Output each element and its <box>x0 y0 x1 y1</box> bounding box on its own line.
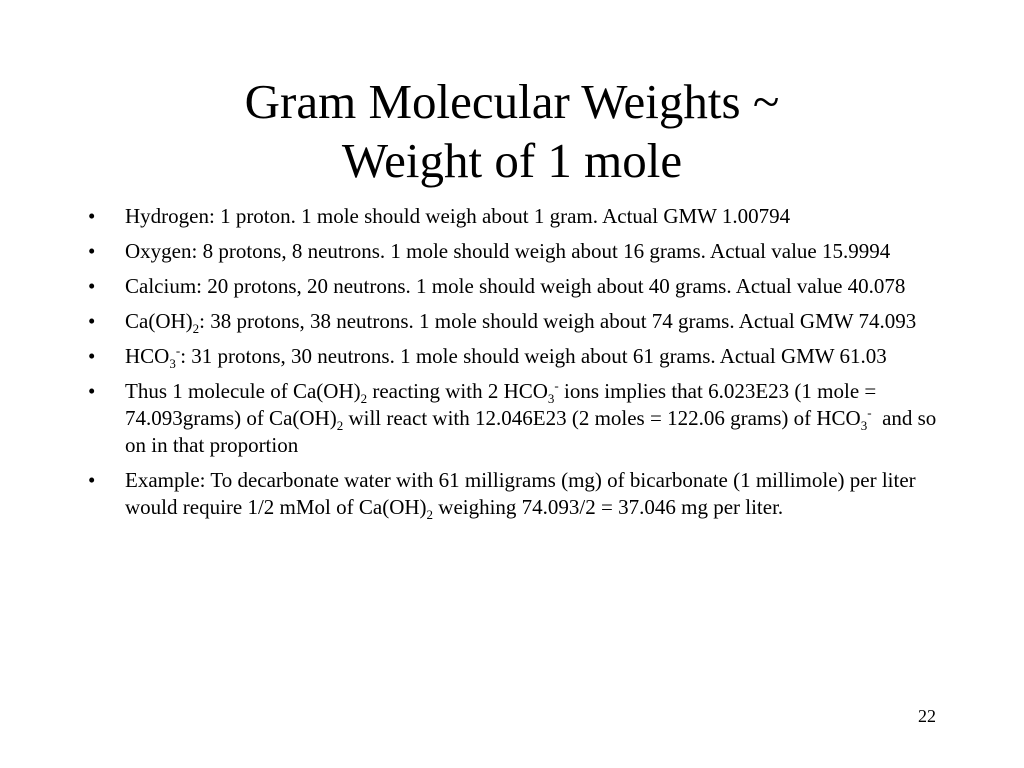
superscript: - <box>867 405 872 420</box>
bullet-calcium-hydroxide <box>88 308 958 335</box>
bullet-text-part: weighing 74.093/2 = 37.046 mg per liter. <box>433 495 784 519</box>
bullet-text: Oxygen: 8 protons, 8 neutrons. 1 mole should weigh about 16 grams. Actual value 15.9994 <box>125 239 891 263</box>
bullet-icon: • <box>88 344 96 368</box>
subscript: 3 <box>169 356 176 371</box>
subscript: 2 <box>360 391 368 406</box>
bullet-list <box>88 203 958 529</box>
slide-number: 22 <box>918 706 936 726</box>
bullet-text-part: reacting with 2 HCO <box>367 379 548 403</box>
bullet-oxygen <box>88 238 958 265</box>
bullet-bicarbonate <box>88 343 958 370</box>
bullet-text-part: : 31 protons, 30 neutrons. 1 mole should weigh about 61 grams. Actual GMW 61.03 <box>180 344 887 368</box>
bullet-text-part: Thus 1 molecule of Ca(OH) <box>125 379 361 403</box>
bullet-text: Hydrogen: 1 proton. 1 mole should weigh about 1 gram. Actual GMW 1.00794 <box>125 204 791 228</box>
subscript: 2 <box>336 418 344 433</box>
bullet-icon: • <box>88 309 96 333</box>
bullet-icon: • <box>88 274 96 298</box>
bullet-hydrogen <box>88 203 958 230</box>
bullet-text-part: will react with 12.046E23 (2 moles = 122.06 grams) of HCO <box>343 406 861 430</box>
subscript: 3 <box>547 391 555 406</box>
bullet-text-part: Ca(OH) <box>125 309 193 333</box>
subscript: 2 <box>426 507 434 522</box>
bullet-text: Calcium: 20 protons, 20 neutrons. 1 mole should weigh about 40 grams. Actual value 40.078 <box>125 274 906 298</box>
superscript: - <box>175 343 181 358</box>
bullet-icon: • <box>88 379 96 403</box>
bullet-text-part: Example: To decarbonate water with 61 milligrams (mg) of bicarbonate (1 millimole) per liter would require 1/2 mMol of Ca(OH) <box>125 468 916 519</box>
bullet-calcium <box>88 273 958 300</box>
bullet-example <box>88 467 958 521</box>
bullet-icon: • <box>88 239 96 263</box>
superscript: - <box>554 378 559 393</box>
bullet-text-part: : 38 protons, 38 neutrons. 1 mole should weigh about 74 grams. Actual GMW 74.093 <box>199 309 917 333</box>
bullet-text-part: ions implies that 6.023E23 (1 mole = 74.093grams) of Ca(OH) <box>125 379 877 430</box>
subscript: 3 <box>860 418 868 433</box>
bullet-text-part: HCO <box>125 344 170 368</box>
slide-title-line-1: Gram Molecular Weights ~ <box>244 74 780 129</box>
bullet-icon: • <box>88 468 96 492</box>
slide-title-line-2: Weight of 1 mole <box>341 133 683 188</box>
slide-title <box>0 72 1024 190</box>
bullet-text-part: and so on in that proportion <box>125 406 942 457</box>
bullet-reaction-proportion <box>88 378 958 459</box>
subscript: 2 <box>192 321 200 336</box>
bullet-icon: • <box>88 204 96 228</box>
